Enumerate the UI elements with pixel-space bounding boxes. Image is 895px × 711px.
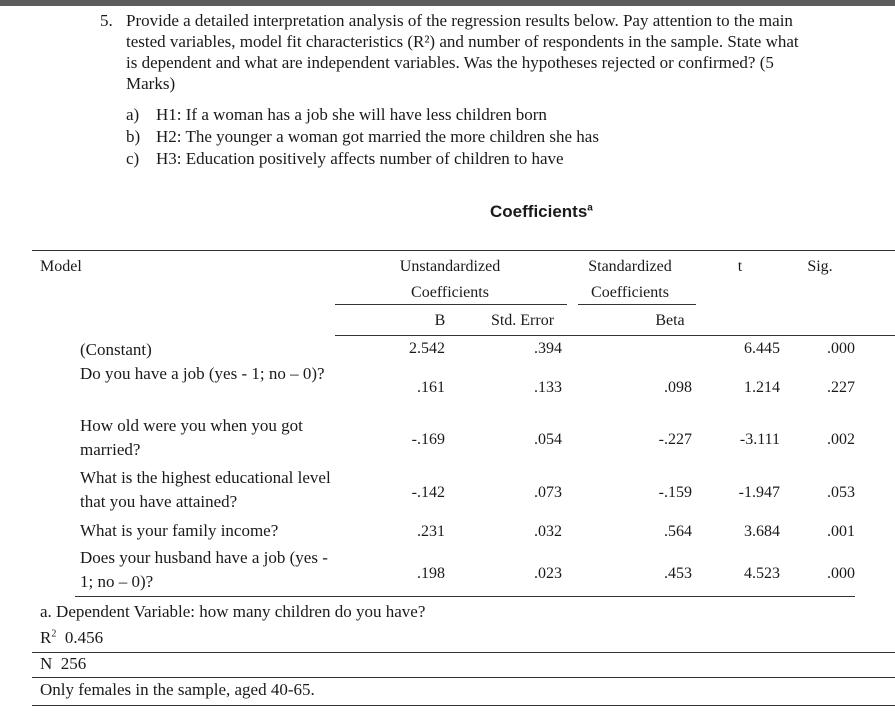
hypothesis-c <box>126 148 564 169</box>
hypothesis-b <box>126 126 599 147</box>
hypothesis-text: H2: The younger a woman got married the more children she has <box>156 127 599 146</box>
header-std-error: Std. Error <box>490 312 555 329</box>
cell-se: .054 <box>534 431 562 448</box>
cell-b: -.142 <box>411 484 445 501</box>
cell-beta: -.159 <box>658 484 692 501</box>
cell-t: 3.684 <box>744 523 780 540</box>
cell-b: .198 <box>417 565 445 582</box>
r-squared: $R^2$ 0.456 <box>40 628 104 647</box>
cell-beta: .453 <box>664 565 692 582</box>
cell-b: -.169 <box>411 431 445 448</box>
header-unstd-coefficients: Coefficients <box>411 284 489 301</box>
cell-sig: .000 <box>827 565 855 582</box>
header-sig: Sig. <box>807 258 833 275</box>
cell-t: 1.214 <box>744 379 780 396</box>
sample-size: N 256 <box>40 654 87 673</box>
hypothesis-text: H1: If a woman has a job she will have less children born <box>156 105 547 124</box>
title-footnote-marker: a <box>587 202 593 214</box>
cell-b: 2.542 <box>409 340 445 357</box>
cell-b: .231 <box>417 523 445 540</box>
cell-t: -1.947 <box>738 484 780 501</box>
header-unstandardized: Unstandardized <box>399 258 501 275</box>
hypothesis-label: c) <box>126 149 140 168</box>
sample-note: Only females in the sample, aged 40-65. <box>40 680 315 699</box>
header-model: Model <box>40 258 82 275</box>
header-standardized: Standardized <box>588 258 672 275</box>
cell-sig: .227 <box>827 379 855 396</box>
hypothesis-label: a) <box>126 105 140 124</box>
table-title: Coefficients$^a$ <box>490 202 593 221</box>
cell-beta: .098 <box>664 379 692 396</box>
cell-t: -3.111 <box>739 431 780 448</box>
cell-b: .161 <box>417 379 445 396</box>
std-rule <box>578 304 696 305</box>
question-text: Provide a detailed interpretation analysis of the regression results below. Pay attention to the main tested variables, model fit characteristics (R²) and number of respondents in the sample. State what is dependent and what are independent variables. Was the hypotheses rejected or confirmed? (5 Marks) <box>126 11 799 93</box>
header-t: t <box>737 258 743 275</box>
cell-se: .023 <box>534 565 562 582</box>
header-std-coefficients: Coefficients <box>591 284 669 301</box>
header-bottom-rule <box>335 335 895 336</box>
header-beta: Beta <box>655 312 685 329</box>
hypothesis-a <box>126 104 547 125</box>
row-label: (Constant) <box>80 340 152 359</box>
unstd-rule <box>335 304 567 305</box>
header-b: B <box>434 312 446 329</box>
hypothesis-text: H3: Education positively affects number of children to have <box>156 149 564 168</box>
row-label: What is the highest educational level that you have attained? <box>80 468 331 511</box>
top-border <box>0 0 895 6</box>
cell-se: .394 <box>534 340 562 357</box>
row-label: Do you have a job (yes - 1; no – 0)? <box>80 364 325 383</box>
hypothesis-label: b) <box>126 127 141 146</box>
row-label: How old were you when you got married? <box>80 416 303 459</box>
cell-beta: .564 <box>664 523 692 540</box>
table-top-rule <box>32 250 895 251</box>
cell-se: .073 <box>534 484 562 501</box>
row-label: Does your husband have a job (yes - 1; no – 0)? <box>80 548 328 591</box>
cell-sig: .001 <box>827 523 855 540</box>
row-label: What is your family income? <box>80 521 279 540</box>
footer-rule-1 <box>32 652 895 653</box>
question-number: 5. <box>100 11 113 30</box>
dependent-variable-note: a. Dependent Variable: how many children do you have? <box>40 602 426 621</box>
footer-rule-2 <box>32 677 895 678</box>
table-bottom-rule <box>75 596 855 597</box>
cell-sig: .053 <box>827 484 855 501</box>
cell-beta: -.227 <box>658 431 692 448</box>
cell-se: .133 <box>534 379 562 396</box>
cell-t: 4.523 <box>744 565 780 582</box>
cell-se: .032 <box>534 523 562 540</box>
cell-t: 6.445 <box>744 340 780 357</box>
cell-sig: .002 <box>827 431 855 448</box>
cell-sig: .000 <box>827 340 855 357</box>
footer-rule-3 <box>32 705 895 706</box>
